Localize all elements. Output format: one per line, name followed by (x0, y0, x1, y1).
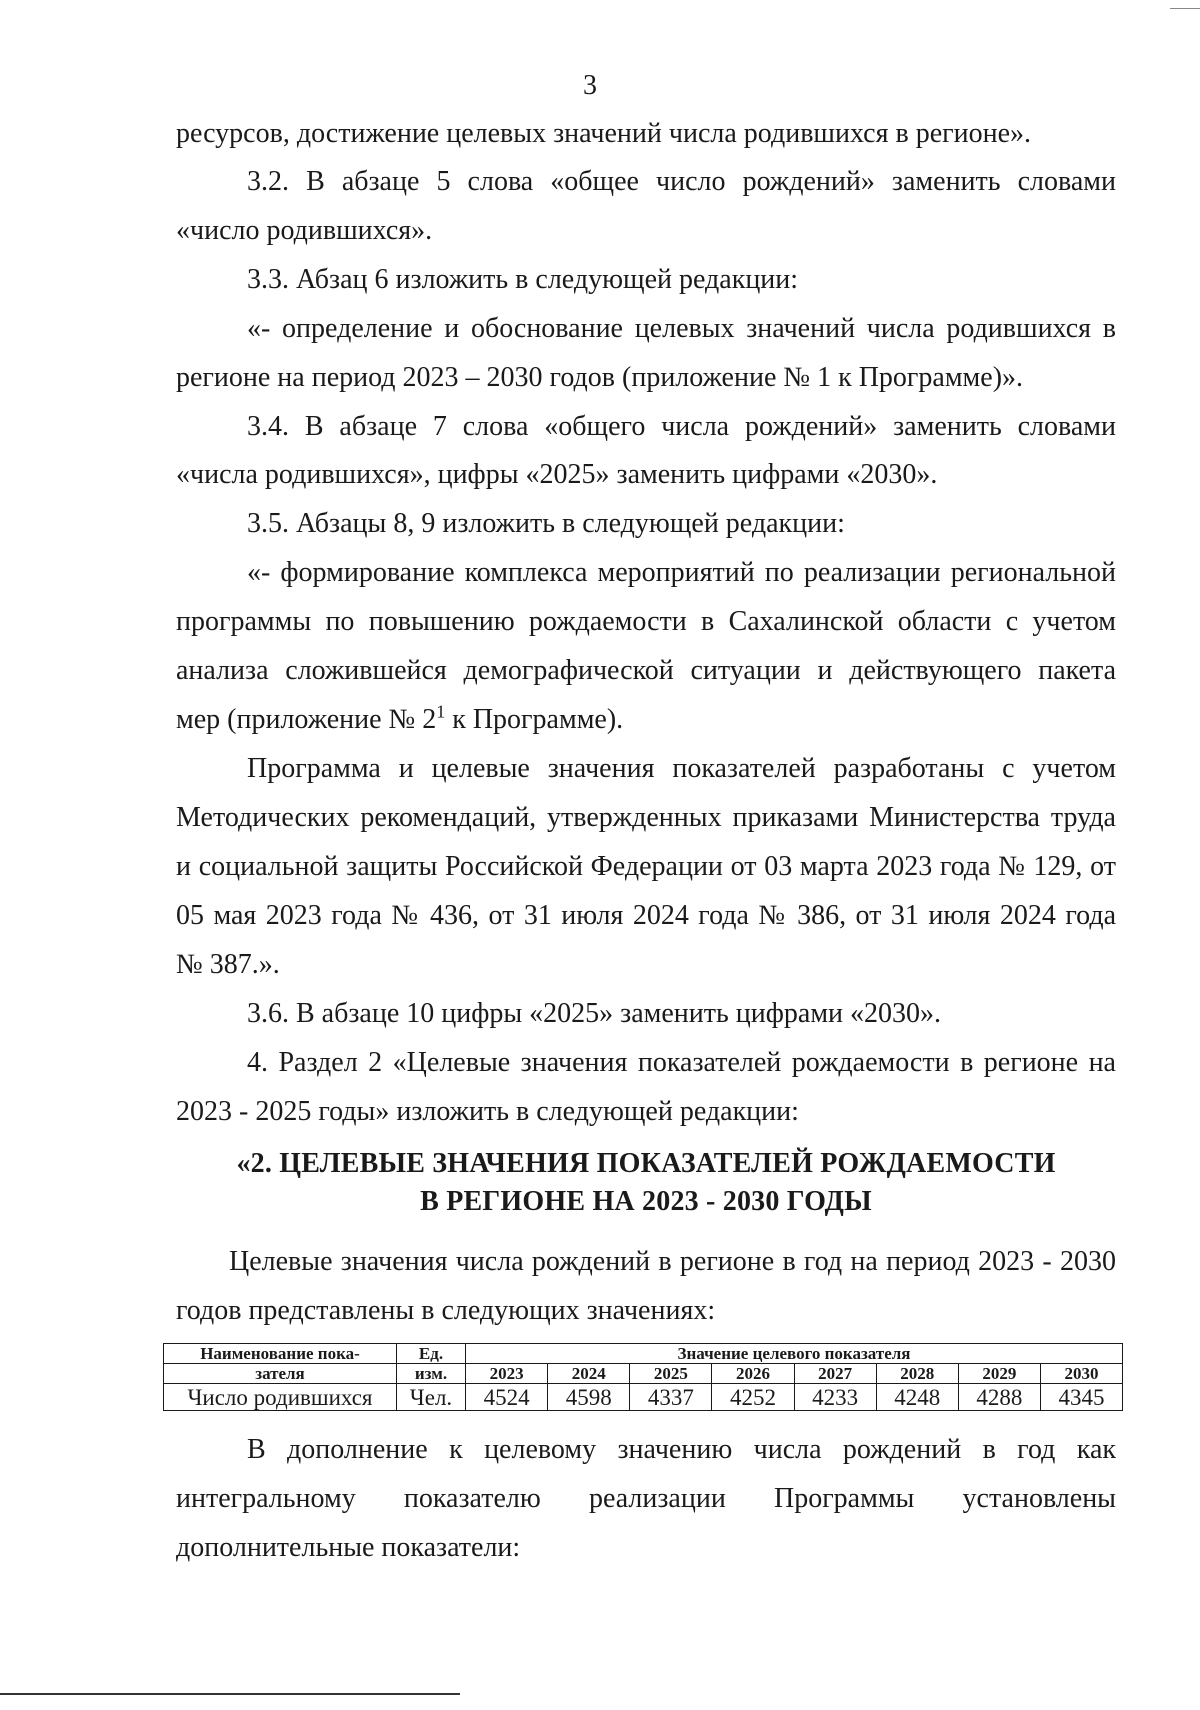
text-line: «число родившихся». (176, 215, 433, 246)
text-line: Программа и целевые значения показателей разработаны с учетом (247, 753, 1116, 784)
text-line: 3.5. Абзацы 8, 9 изложить в следующей редакции: (247, 508, 845, 539)
text-line: ресурсов, достижение целевых значений числа родившихся в регионе». (176, 118, 1031, 149)
table-header-row (164, 1364, 1123, 1384)
text-fragment: к Программе). (445, 704, 624, 735)
text-line: «- формирование комплекса мероприятий по реализации региональной (247, 557, 1116, 588)
section-title-line-2: В РЕГИОНЕ НА 2023 - 2030 ГОДЫ (420, 1186, 872, 1217)
text-line: Методических рекомендаций, утвержденных приказами Министерства труда (176, 802, 1116, 833)
text-line: «числа родившихся», цифры «2025» заменить цифрами «2030». (176, 459, 938, 490)
text-line: № 387.». (176, 949, 280, 980)
header-cell-year: 2028 (876, 1364, 958, 1384)
header-cell-unit: Ед. (397, 1344, 466, 1364)
header-cell-unit: изм. (397, 1364, 466, 1384)
target-values-table (163, 1343, 1123, 1411)
header-cell-year: 2027 (794, 1364, 876, 1384)
text-fragment: мер (приложение № 2 (176, 704, 437, 735)
text-line: 4. Раздел 2 «Целевые значения показателей рождаемости в регионе на (247, 1047, 1116, 1078)
text-line: 3.3. Абзац 6 изложить в следующей редакции: (247, 264, 799, 295)
text-line: годов представлены в следующих значениях: (176, 1295, 716, 1326)
text-line (176, 700, 1116, 740)
text-line: 3.4. В абзаце 7 слова «общего числа рождений» заменить словами (247, 411, 1116, 442)
table-header-row (164, 1344, 1123, 1364)
text-line: анализа сложившейся демографической ситуации и действующего пакета (176, 655, 1116, 686)
page-number: 3 (583, 70, 597, 101)
value-cell: 4248 (876, 1384, 958, 1411)
header-cell-year: 2029 (958, 1364, 1040, 1384)
header-cell-year: 2024 (548, 1364, 630, 1384)
value-cell: 4252 (712, 1384, 794, 1411)
text-line: программы по повышению рождаемости в Сахалинской области с учетом (176, 606, 1116, 637)
value-cell: 4337 (630, 1384, 712, 1411)
scan-edge-mark (1170, 8, 1200, 9)
text-line: «- определение и обоснование целевых значений числа родившихся в (247, 313, 1116, 344)
value-cell: 4345 (1040, 1384, 1122, 1411)
header-cell-group: Значение целевого показателя (466, 1344, 1123, 1364)
header-cell-name: Наименование пока- (164, 1344, 397, 1364)
header-cell-year: 2023 (466, 1364, 548, 1384)
header-cell-year: 2026 (712, 1364, 794, 1384)
table-row (164, 1384, 1123, 1411)
header-cell-name: зателя (164, 1364, 397, 1384)
value-cell: 4288 (958, 1384, 1040, 1411)
text-line: Целевые значения числа рождений в регионе в год на период 2023 - 2030 (229, 1246, 1116, 1277)
text-line: регионе на период 2023 – 2030 годов (приложение № 1 к Программе)». (176, 362, 1024, 393)
superscript: 1 (436, 701, 446, 722)
text-line: В дополнение к целевому значению числа рождений в год как (247, 1434, 1116, 1465)
row-name-cell: Число родившихся (164, 1384, 397, 1411)
value-cell: 4233 (794, 1384, 876, 1411)
text-line: 05 мая 2023 года № 436, от 31 июля 2024 года № 386, от 31 июля 2024 года (176, 900, 1116, 931)
scan-edge-mark (0, 1693, 460, 1695)
section-title-line-1: «2. ЦЕЛЕВЫЕ ЗНАЧЕНИЯ ПОКАЗАТЕЛЕЙ РОЖДАЕМОСТИ (236, 1148, 1056, 1179)
text-line: 3.6. В абзаце 10 цифры «2025» заменить цифрами «2030». (247, 998, 942, 1029)
value-cell: 4524 (466, 1384, 548, 1411)
header-cell-year: 2025 (630, 1364, 712, 1384)
value-cell: 4598 (548, 1384, 630, 1411)
text-line: и социальной защиты Российской Федерации от 03 марта 2023 года № 129, от (176, 851, 1116, 882)
header-cell-year: 2030 (1040, 1364, 1122, 1384)
text-line: 2023 - 2025 годы» изложить в следующей редакции: (176, 1096, 799, 1127)
row-unit-cell: Чел. (397, 1384, 466, 1411)
text-line: интегральному показателю реализации Программы установлены (176, 1483, 1116, 1514)
text-line: 3.2. В абзаце 5 слова «общее число рождений» заменить словами (247, 166, 1116, 197)
text-line: дополнительные показатели: (176, 1532, 521, 1563)
